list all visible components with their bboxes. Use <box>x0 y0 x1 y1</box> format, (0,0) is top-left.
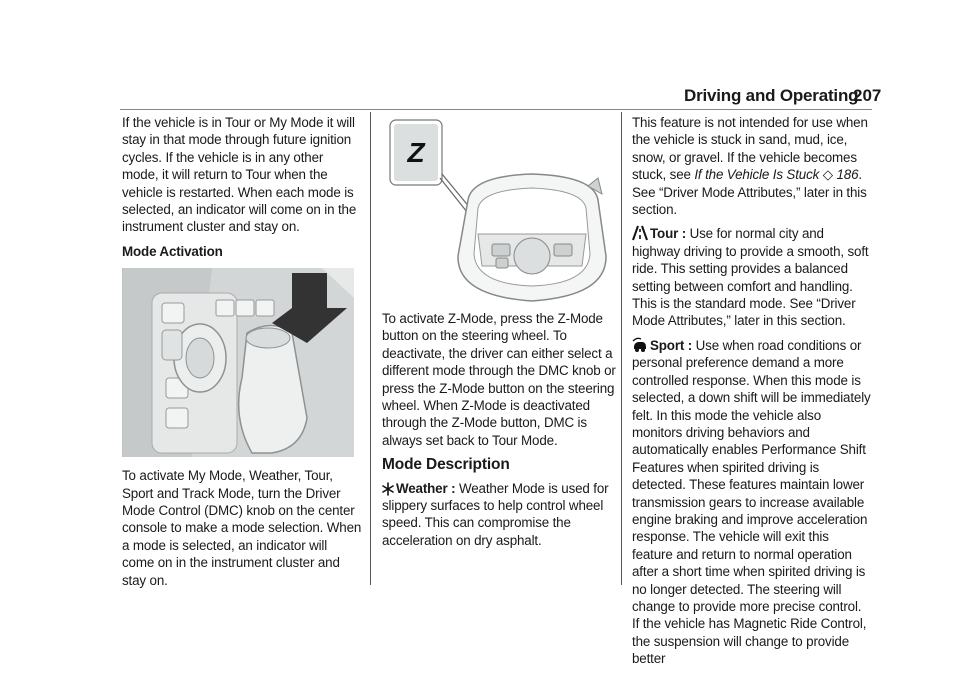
paragraph-mode-persistence: If the vehicle is in Tour or My Mode it will stay in that mode through future ignition cycles. If the vehicle is in any other mode, it will return to Tour when the vehicle is restarted. When each mode is selected, an indicator will come on in the instrument cluster and stay on. <box>122 115 357 235</box>
page-header <box>0 86 960 106</box>
paragraph-mode-activation: To activate My Mode, Weather, Tour, Sport and Track Mode, turn the Driver Mode Control (DMC) knob on the center console to make a mode selection. When a mode is selected, an indicator will come on in the instrument cluster and stay on. <box>122 468 362 588</box>
page-ref-number[interactable]: 186 <box>836 167 859 183</box>
paragraph-tour-mode <box>632 225 872 329</box>
paragraph-weather-mode <box>382 480 618 550</box>
road-icon <box>632 225 648 241</box>
sport-car-icon <box>632 337 648 353</box>
column-divider-left <box>370 112 371 585</box>
tour-mode-label: Tour : <box>650 226 687 242</box>
heading-mode-description: Mode Description <box>382 456 510 474</box>
dmc-knob-illustration <box>122 268 354 457</box>
xref-if-vehicle-stuck[interactable]: If the Vehicle Is Stuck <box>694 167 820 183</box>
page-number: 207 <box>853 86 882 105</box>
subheading-mode-activation: Mode Activation <box>122 243 223 259</box>
sport-mode-text: Use when road conditions or personal preference demand a more controlled response. When this mode is selected, a down shift will be immediately felt. In this mode the vehicle also monitors driving behaviors and automatically enables Performance Shift Features when spirited driving is detected. These features maintain lower transmission gears to increase available engine braking and improve acceleration response. The vehicle will exit this feature and return to normal operation after a short time when spirited driving is no longer detected. The steering will change to provide more precise control. If the vehicle has Magnetic Ride Control, the suspension will change to provide better <box>632 337 871 667</box>
steering-wheel-z-mode-illustration <box>382 116 612 304</box>
paragraph-stuck-vehicle: This feature is not intended for use when the vehicle is stuck in sand, mud, ice, snow, or gravel. If the vehicle becomes stuck, see If the Vehicle Is Stuck ◇ 186. See “Driver Mode Attributes,” later in this section. <box>632 115 868 218</box>
tour-mode-text: Use for normal city and highway driving to provide a smooth, soft ride. This setting provides a balanced setting between comfort and handling. This is the standard mode. See “Driver Mode Attributes,” later in this section. <box>632 226 869 329</box>
weather-mode-text: Weather Mode is used for slippery surfaces to help control wheel speed. This can compromise the acceleration on dry asphalt. <box>382 480 609 548</box>
section-title: Driving and Operating <box>684 86 859 105</box>
column-middle <box>382 114 618 556</box>
column-divider-right <box>621 112 622 585</box>
svg-text:Z: Z <box>407 137 425 168</box>
weather-mode-label: Weather : <box>396 480 456 496</box>
page-ref-arrow-icon: ◇ <box>819 167 837 183</box>
column-right <box>632 114 872 675</box>
paragraph-sport-mode <box>632 337 872 668</box>
header-rule <box>120 109 872 110</box>
snowflake-icon <box>382 482 394 496</box>
sport-mode-label: Sport : <box>650 337 693 353</box>
column-left <box>122 114 362 596</box>
paragraph-z-mode: To activate Z-Mode, press the Z-Mode button on the steering wheel. To deactivate, the driver can either select a different mode through the DMC knob or press the Z-Mode button on the steering wheel. When Z-Mode is deactivated through the Z-Mode button, DMC is always set back to Tour Mode. <box>382 311 616 448</box>
